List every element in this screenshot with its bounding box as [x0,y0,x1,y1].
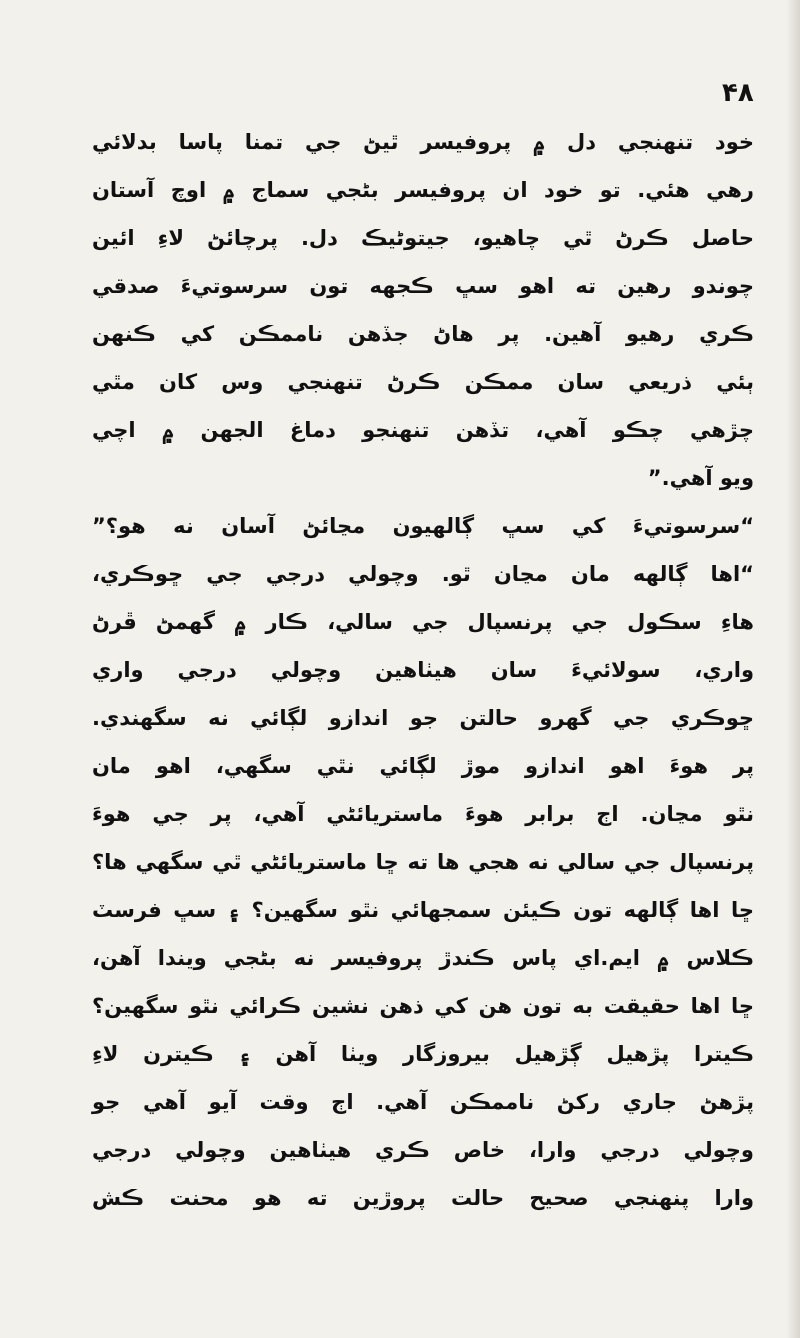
text-line: وچولي درجي وارا، خاص ڪري هيٺاهين وچولي درجي [92,1138,754,1162]
text-line: پر هوءَ اهو اندازو موڙ لڳائي نٿي سگهي، اهو مان [92,754,754,778]
text-line: “سرسوتيءَ کي سڀ ڳالهيون مڃائڻ آسان نه هو؟” [92,514,754,538]
text-line: واري، سولائيءَ سان هيٺاهين وچولي درجي واري [92,658,754,682]
page-edge-shadow [786,0,800,1338]
text-line: هاءِ سڪول جي پرنسپال جي سالي، ڪار ۾ گهمڻ ڦرڻ [92,610,754,634]
text-line: پڙهڻ جاري رکڻ ناممڪن آهي. اڄ وقت آيو آهي جو [92,1090,754,1114]
text-line: خود تنهنجي دل ۾ پروفيسر ٿيڻ جي تمنا پاسا بدلائي [92,130,754,154]
text-line: ڪري رهيو آهين. پر هاڻ جڏهن ناممڪن کي ڪنهن [92,322,754,346]
text-line: نٿو مڃان. اڄ برابر هوءَ ماستريائڻي آهي، پر جي هوءَ [92,802,754,826]
text-line: پرنسپال جي سالي نه هجي ها ته ڇا ماستريائڻي ٿي سگهي ها؟ [92,850,754,874]
body-text [92,118,754,1222]
page-number: ۴۸ [722,78,754,108]
text-line: ويو آهي.” [647,466,754,490]
text-line: چوندو رهين ته اهو سڀ ڪجهه تون سرسوتيءَ صدقي [92,274,754,298]
text-line: وارا پنهنجي صحيح حالت پروڙين ته هو محنت ڪش [92,1186,754,1210]
text-line: ٻئي ذريعي سان ممڪن ڪرڻ تنهنجي وس کان مٿي [92,370,754,394]
text-line: ڪيترا پڙهيل ڳڙهيل بيروزگار ويٺا آهن ۽ ڪيترن لاءِ [92,1042,754,1066]
text-line: ڇا اها ڳالهه تون ڪيئن سمجهائي نٿو سگهين؟ ۽ سڀ فرسٽ [92,898,754,922]
text-line: “اها ڳالهه مان مڃان ٿو. وچولي درجي جي ڇوڪري، [92,562,754,586]
text-line: ڇا اها حقيقت به تون هن کي ذهن نشين ڪرائي نٿو سگهين؟ [92,994,754,1018]
text-line: حاصل ڪرڻ ٿي چاهيو، جيتوڻيڪ دل. پرچائڻ لاءِ ائين [92,226,754,250]
text-line: چڙهي چڪو آهي، تڏهن تنهنجو دماغ الجهن ۾ اچي [92,418,754,442]
text-line: ڪلاس ۾ ايم.اي پاس ڪندڙ پروفيسر نه بڻجي ويندا آهن، [92,946,754,970]
text-line: رهي هئي. تو خود ان پروفيسر بڻجي سماج ۾ اوچ آستان [92,178,754,202]
text-line: ڇوڪري جي گهرو حالتن جو اندازو لڳائي نه سگهندي. [92,706,754,730]
